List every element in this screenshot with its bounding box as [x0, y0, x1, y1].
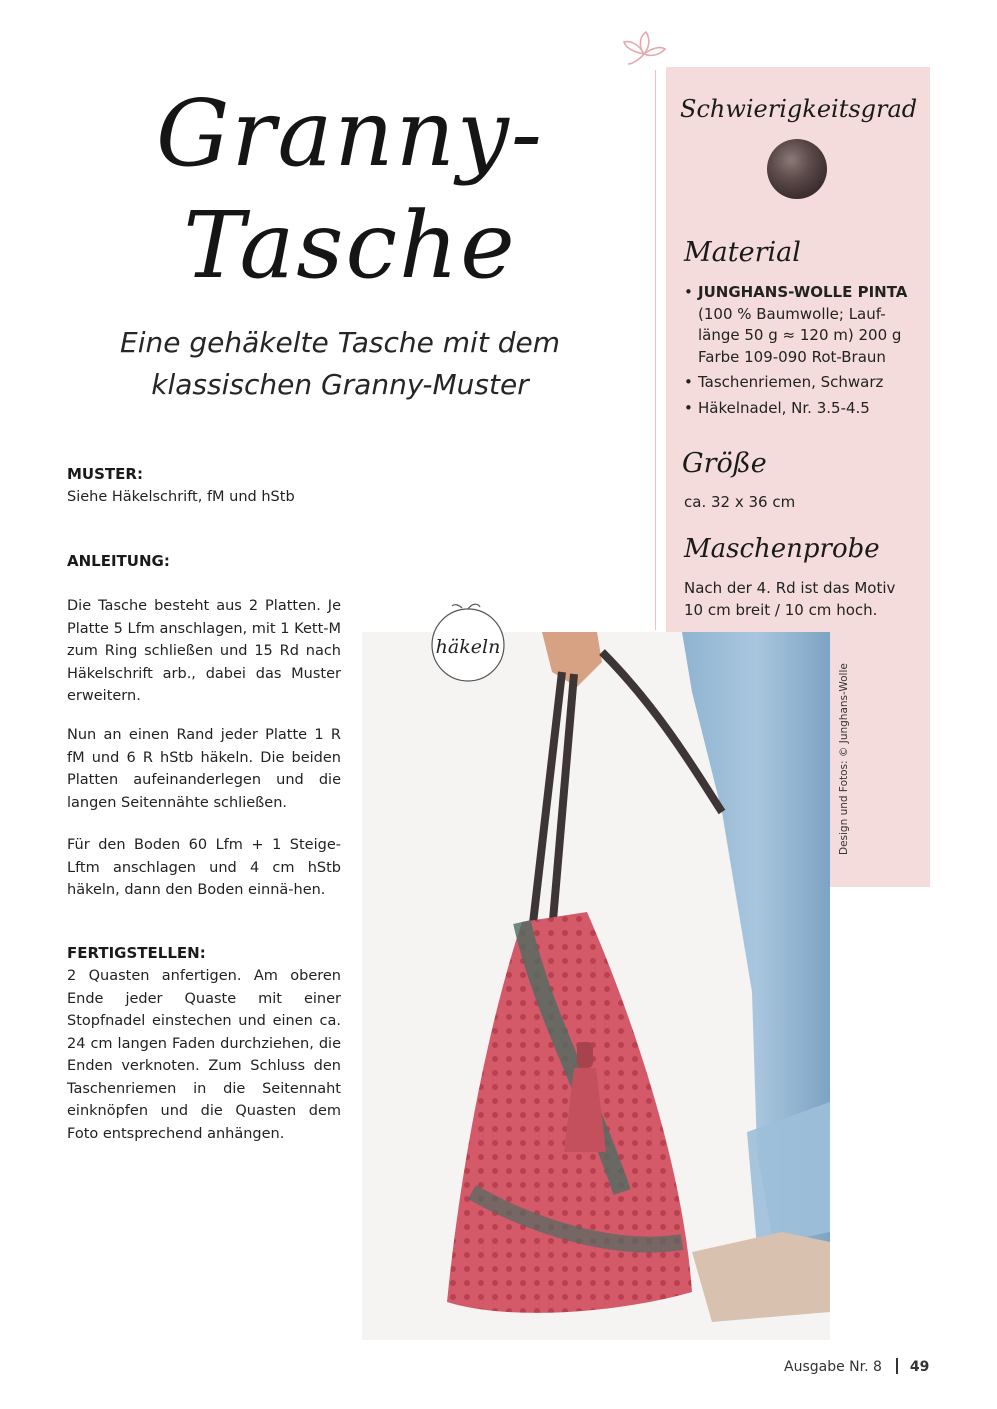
flower-icon [620, 28, 668, 72]
material-heading: Material [684, 237, 801, 268]
issue-label: Ausgabe Nr. 8 [784, 1359, 882, 1375]
yarn-ball-icon [767, 139, 827, 199]
subtitle [80, 322, 600, 406]
shoe [692, 1232, 830, 1322]
anleitung-paragraph-3: Für den Boden 60 Lfm + 1 Steige-Lftm anschlagen und 4 cm hStb häkeln, dann den Boden einnä-hen. [67, 837, 341, 898]
maschenprobe-line-1: Nach der 4. Rd ist das Motiv [684, 579, 896, 597]
haekeln-stamp [418, 595, 518, 695]
material-detail-1: (100 % Baumwolle; Lauf- [698, 304, 886, 323]
stamp-label: häkeln [435, 636, 501, 658]
fertigstellen-heading: FERTIGSTELLEN: [67, 944, 206, 962]
product-photo [362, 632, 830, 1340]
fertigstellen-text: 2 Quasten anfertigen. Am oberen Ende jeder Quaste mit einer Stopfnadel einstechen und einen ca. 24 cm langen Faden durchziehen, die Enden verknoten. Zum Schluss den Taschenriemen in die Seitennaht einknöpfen und die Quasten dem Foto entsprechend anhängen. [67, 968, 341, 1142]
material-detail-2: länge 50 g ≈ 120 m) 200 g [698, 326, 902, 344]
sidebar-divider-line [655, 70, 656, 630]
material-list [684, 282, 920, 419]
subtitle-line-2: klassischen Granny-Muster [151, 368, 529, 401]
anleitung-paragraph-1: Die Tasche besteht aus 2 Platten. Je Platte 5 Lfm anschlagen, mit 1 Kett-M zum Ring schließen und 15 Rd nach Häkelschrift arb., dabei das Muster erweitern. [67, 598, 341, 704]
maschenprobe-text [684, 578, 920, 621]
muster-text: Siehe Häkelschrift, fM und hStb [67, 489, 295, 505]
muster-heading: MUSTER: [67, 465, 143, 483]
material-detail-3: Farbe 109-090 Rot-Braun [698, 347, 886, 366]
groesse-heading: Größe [682, 448, 767, 479]
subtitle-line-1: Eine gehäkelte Tasche mit dem [120, 326, 560, 359]
photo-credit: Design und Fotos: © Junghans-Wolle [838, 663, 850, 855]
page-number: 49 [909, 1359, 930, 1375]
anleitung-paragraph-2: Nun an einen Rand jeder Platte 1 R fM und 6 R hStb häkeln. Die beiden Platten aufeinanderlegen und die langen Seitennähte schließen. [67, 727, 341, 811]
material-brand: • JUNGHANS-WOLLE PINTA [698, 283, 908, 301]
anleitung-heading: ANLEITUNG: [67, 552, 170, 570]
material-item-strap: • Taschenriemen, Schwarz [684, 372, 920, 394]
schwierigkeit-heading: Schwierigkeitsgrad [680, 95, 918, 123]
maschenprobe-line-2: 10 cm breit / 10 cm hoch. [684, 600, 878, 619]
material-item-hook: • Häkelnadel, Nr. 3.5-4.5 [684, 398, 920, 420]
footer-separator [896, 1358, 898, 1374]
material-item-yarn [684, 282, 920, 368]
bag-illustration [362, 632, 830, 1340]
title-line-1: Granny- [156, 80, 544, 187]
footer [784, 1358, 929, 1375]
groesse-text: ca. 32 x 36 cm [684, 493, 796, 511]
maschenprobe-heading: Maschenprobe [684, 534, 880, 564]
title-line-2: Tasche [183, 192, 517, 299]
